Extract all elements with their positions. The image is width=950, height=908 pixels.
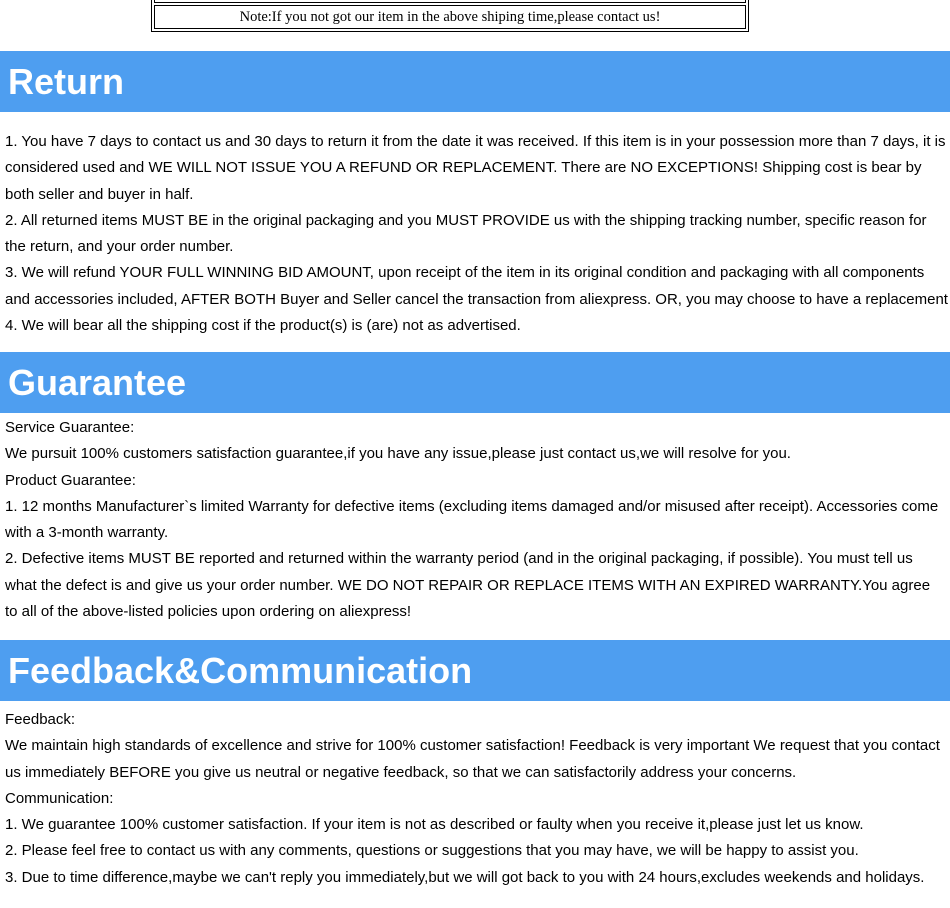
feedback-line: 2. Please feel free to contact us with any comments, questions or suggestions that you may have, we will be happy to assist you. <box>5 842 859 860</box>
return-line: considered used and WE WILL NOT ISSUE YOU A REFUND OR REPLACEMENT. There are NO EXCEPTIONS! Shipping cost is bear by <box>5 159 922 177</box>
return-line: both seller and buyer in half. <box>5 185 194 203</box>
return-policy-text <box>5 129 950 339</box>
guarantee-line: Service Guarantee: <box>5 419 135 436</box>
return-line: 2. All returned items MUST BE in the original packaging and you MUST PROVIDE us with the shipping tracking number, specific reason for <box>5 211 927 229</box>
feedback-line: Communication: <box>5 789 114 807</box>
guarantee-text <box>5 415 950 625</box>
return-line: 4. We will bear all the shipping cost if the product(s) is (are) not as advertised. <box>5 317 521 335</box>
return-line: 1. You have 7 days to contact us and 30 days to return it from the date it was received. If this item is in your possession more than 7 days, it is <box>5 133 946 150</box>
guarantee-line: to all of the above-listed policies upon ordering on aliexpress! <box>5 603 412 621</box>
feedback-heading: Feedback&Communication <box>0 640 950 701</box>
guarantee-line: We pursuit 100% customers satisfaction guarantee,if you have any issue,please just contact us,we will resolve for you. <box>5 445 791 463</box>
return-line: 3. We will refund YOUR FULL WINNING BID AMOUNT, upon receipt of the item in its original condition and packaging with all components <box>5 264 925 282</box>
feedback-line: We maintain high standards of excellence and strive for 100% customer satisfaction! Feedback is very important We request that you contact <box>5 737 940 755</box>
feedback-text <box>5 707 950 891</box>
return-line: and accessories included, AFTER BOTH Buyer and Seller cancel the transaction from aliexpress. OR, you may choose to have a replacement <box>5 290 948 308</box>
shipping-note-table <box>151 0 749 32</box>
guarantee-line: with a 3-month warranty. <box>5 524 169 542</box>
guarantee-heading: Guarantee <box>0 352 950 413</box>
guarantee-line: 1. 12 months Manufacturer`s limited Warranty for defective items (excluding items damaged and/or misused after receipt). Accessories come <box>5 497 939 515</box>
feedback-line: 1. We guarantee 100% customer satisfaction. If your item is not as described or faulty when you receive it,please just let us know. <box>5 816 864 834</box>
return-heading: Return <box>0 51 950 112</box>
guarantee-line: 2. Defective items MUST BE reported and returned within the warranty period (and in the original packaging, if possible). You must tell us <box>5 550 913 568</box>
feedback-line: Feedback: <box>5 711 76 728</box>
guarantee-line: what the defect is and give us your order number. WE DO NOT REPAIR OR REPLACE ITEMS WITH AN EXPIRED WARRANTY.You agree <box>5 576 931 594</box>
note-table-top-row <box>154 0 746 3</box>
feedback-line: 3. Due to time difference,maybe we can't reply you immediately,but we will got back to you with 24 hours,excludes weekends and holidays. <box>5 868 925 886</box>
feedback-line: us immediately BEFORE you give us neutral or negative feedback, so that we can satisfactorily address your concerns. <box>5 763 797 781</box>
guarantee-line: Product Guarantee: <box>5 471 136 489</box>
shipping-note: Note:If you not got our item in the above shiping time,please contact us! <box>154 5 746 29</box>
return-line: the return, and your order number. <box>5 238 234 256</box>
